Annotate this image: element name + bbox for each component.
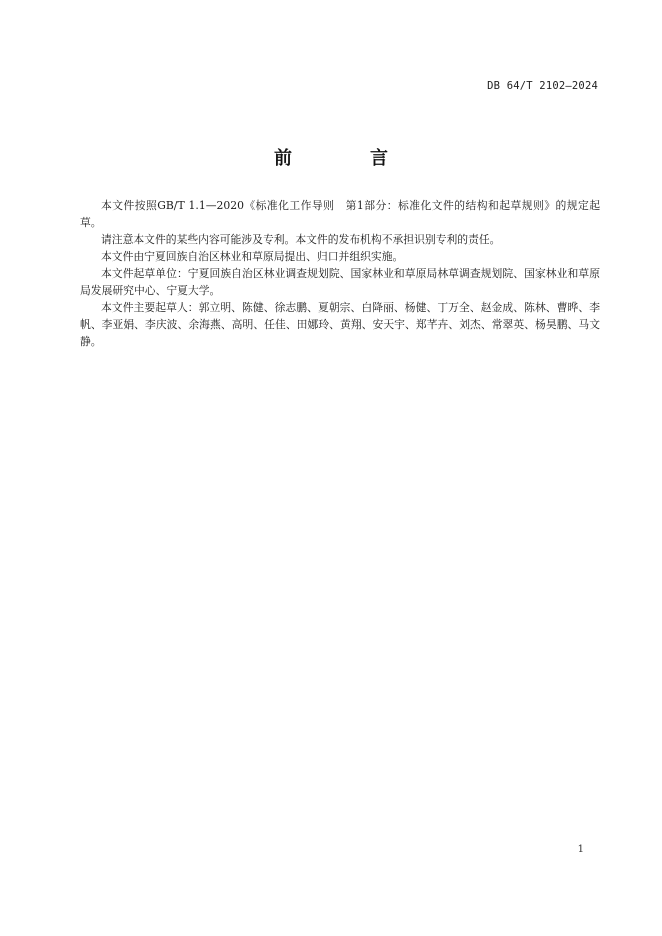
paragraph-patent-notice: 请注意本文件的某些内容可能涉及专利。本文件的发布机构不承担识别专利的责任。: [101, 233, 501, 246]
paragraph-proposer: 本文件由宁夏回族自治区林业和草原局提出、归口并组织实施。: [101, 250, 404, 263]
page-number: 1: [577, 844, 584, 855]
page-title: 前 言: [274, 148, 418, 169]
foreword-body: [80, 197, 600, 350]
document-code: DB 64/T 2102—2024: [487, 80, 598, 92]
paragraph-drafting-rules: 本文件按照GB/T 1.1—2020《标准化工作导则 第1部分：标准化文件的结构和起草规则》的规定起草。: [80, 199, 600, 229]
paragraph-drafting-units: 本文件起草单位：宁夏回族自治区林业调查规划院、国家林业和草原局林草调查规划院、国家林业和草原局发展研究中心、宁夏大学。: [80, 267, 600, 297]
paragraph-main-drafters: 本文件主要起草人：郭立明、陈健、徐志鹏、夏朝宗、白降丽、杨健、丁万全、赵金成、陈林、曹晔、李帆、李亚娟、李庆波、余海燕、高明、任佳、田娜玲、黄翔、安天宇、郑芊卉、刘杰、常翠英、杨昊鹏、马文静。: [80, 301, 600, 348]
